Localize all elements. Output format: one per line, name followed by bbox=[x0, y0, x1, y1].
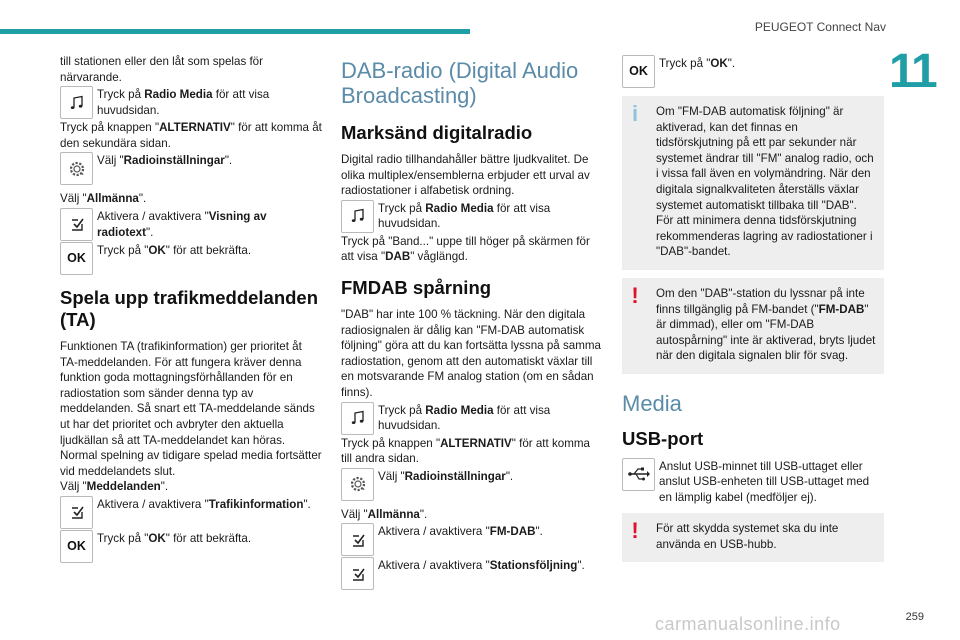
ok-label: OK bbox=[67, 250, 86, 265]
note-text bbox=[626, 282, 876, 364]
ok-icon bbox=[60, 242, 93, 275]
ok-label: OK bbox=[67, 538, 86, 553]
paragraph bbox=[341, 507, 603, 523]
chapter-number: 11 bbox=[889, 45, 936, 98]
paragraph: till stationen eller den låt som spelas för närvarande. bbox=[60, 55, 263, 84]
header-title: PEUGEOT Connect Nav bbox=[754, 20, 886, 34]
column-1 bbox=[60, 54, 322, 564]
step-bold: Radio Media bbox=[425, 201, 494, 215]
step-text: Aktivera / avaktivera " bbox=[378, 559, 490, 573]
step-radio-settings bbox=[60, 152, 322, 185]
section-heading: Spela upp trafikmeddelanden (TA) bbox=[60, 286, 319, 330]
step-text: ". bbox=[727, 57, 736, 70]
column-2 bbox=[341, 54, 603, 591]
text: ". bbox=[138, 192, 147, 206]
step-text: Tryck på " bbox=[659, 57, 711, 70]
step-text: " för att bekräfta. bbox=[165, 243, 252, 257]
step-radio-media bbox=[341, 402, 603, 435]
step-bold: OK bbox=[710, 57, 728, 70]
paragraph bbox=[341, 436, 603, 467]
step-text: Tryck på " bbox=[97, 531, 149, 545]
text: Välj " bbox=[60, 480, 87, 494]
usb-icon bbox=[622, 458, 655, 491]
column-3 bbox=[622, 54, 884, 570]
step-bold: Radio Media bbox=[425, 403, 494, 417]
step-text: för att visa huvudsidan. bbox=[378, 403, 551, 433]
paragraph bbox=[60, 120, 322, 151]
info-icon: i bbox=[631, 101, 639, 126]
warning-note bbox=[622, 278, 884, 374]
text: Tryck på "Band..." uppe till höger på skärmen för att visa " bbox=[341, 234, 590, 264]
step-text: Tryck på bbox=[97, 88, 145, 102]
step-text: ". bbox=[505, 469, 514, 483]
paragraph: "DAB" har inte 100 % täckning. När den digitala radiosignalen är dålig kan "FM-DAB automatisk följning" göra att du kan fortsätta lyssna på samma radiostation, genom att den automatiskt växlar till en motsvarande FM analog station (om en sådan finns). bbox=[341, 307, 601, 399]
text: " våglängd. bbox=[410, 250, 468, 264]
bold-text: DAB bbox=[385, 250, 411, 264]
bold-text: Meddelanden bbox=[86, 480, 161, 494]
info-note bbox=[622, 96, 884, 270]
paragraph: Digital radio tillhandahåller bättre ljudkvalitet. De olika multiplex/ensemblerna erbjuder ett urval av radiostationer i alfabetisk ordning. bbox=[341, 153, 590, 198]
step-radio-media bbox=[60, 86, 322, 119]
section-heading: FMDAB spårning bbox=[341, 276, 492, 298]
settings-gear-icon bbox=[60, 152, 93, 185]
text: ". bbox=[419, 507, 428, 521]
step-radio-settings bbox=[341, 468, 603, 501]
ok-icon bbox=[60, 530, 93, 563]
step-bold: Trafikinformation bbox=[208, 497, 304, 511]
step-radio-media bbox=[341, 200, 603, 233]
step-text: Tryck på bbox=[378, 403, 426, 417]
step-ok bbox=[622, 55, 884, 88]
step-bold: OK bbox=[148, 531, 166, 545]
music-note-icon bbox=[60, 86, 93, 119]
warning-note bbox=[622, 513, 884, 562]
section-heading: USB-port bbox=[622, 427, 704, 449]
text: Välj " bbox=[60, 192, 87, 206]
watermark: carmanualsonline.info bbox=[655, 614, 841, 634]
step-text: Anslut USB-minnet till USB-uttaget eller anslut USB-enheten till USB-uttaget med en lämplig kabel (medföljer ej). bbox=[659, 459, 870, 504]
checkbox-icon bbox=[341, 523, 374, 556]
step-usb bbox=[622, 458, 884, 506]
paragraph: Funktionen TA (trafikinformation) ger prioritet åt TA-meddelanden. För att fungera kräver denna funktion goda mottagningsförhållanden för en radiostation som sänder denna typ av meddelanden. Så snart ett TA-meddelande sänds ut har det prioritet och avbryter den aktuella ljudkällan så att TA-meddelandet kan höras. Normal spelning av tidigare spelad media fortsätter vid meddelandets slut. bbox=[60, 339, 322, 478]
music-note-icon bbox=[341, 402, 374, 435]
text: Välj " bbox=[341, 507, 368, 521]
step-fm-dab bbox=[341, 523, 603, 556]
step-bold: Radioinställningar bbox=[123, 154, 225, 168]
bold-text: FM-DAB bbox=[818, 302, 865, 316]
warning-icon: ! bbox=[631, 282, 639, 308]
note-text: Om "FM-DAB automatisk följning" är aktiverad, kan det finnas en tidsförskjutning på ett par sekunder när systemet ändrar till "FM" analog radio, och i vissa fall även en volymändring. När den digitala signalkvaliteten återställs växlar systemet automatiskt tillbaka till "DAB". För att minimera denna tidsförskjutning rekommenderas lagring av radiostationer i "DAB"-bandet. bbox=[656, 105, 874, 259]
paragraph bbox=[60, 191, 322, 207]
step-traffic-info bbox=[60, 496, 322, 529]
text: Om den "DAB"-station du lyssnar på inte finns tillgänglig på FM-bandet (" bbox=[656, 286, 865, 316]
step-radiotext bbox=[60, 208, 322, 241]
page-number: 259 bbox=[905, 611, 924, 623]
step-bold: Stationsföljning bbox=[489, 559, 578, 573]
bold-text: Allmänna bbox=[367, 507, 420, 521]
music-note-icon bbox=[341, 200, 374, 233]
text: " är dimmad), eller om "FM-DAB autospårning" inte är aktiverad, bryts ljudet när den digitala signalen blir för svag. bbox=[656, 302, 876, 363]
bold-text: ALTERNATIV bbox=[159, 121, 231, 135]
step-text: för att visa huvudsidan. bbox=[378, 201, 551, 231]
step-text: Välj " bbox=[97, 154, 124, 168]
step-text: Aktivera / avaktivera " bbox=[97, 209, 209, 223]
text: Tryck på knappen " bbox=[60, 121, 160, 135]
section-title: DAB-radio (Digital Audio Broadcasting) bbox=[341, 58, 579, 108]
step-bold: Radio Media bbox=[144, 88, 213, 102]
section-title-media: Media bbox=[622, 390, 682, 416]
note-text: För att skydda systemet ska du inte använda en USB-hubb. bbox=[656, 522, 839, 551]
step-bold: FM-DAB bbox=[489, 525, 536, 539]
step-text: ". bbox=[535, 525, 543, 539]
step-text: ". bbox=[145, 225, 154, 239]
text: " för att komma till andra sidan. bbox=[341, 436, 590, 466]
step-text: Välj " bbox=[378, 469, 405, 483]
step-text: för att visa huvudsidan. bbox=[97, 88, 270, 117]
text: Tryck på knappen " bbox=[341, 436, 441, 450]
step-text: Tryck på bbox=[378, 201, 426, 215]
text: " för att komma åt den sekundära sidan. bbox=[60, 121, 322, 150]
step-ok bbox=[60, 530, 322, 563]
step-text: Aktivera / avaktivera " bbox=[378, 525, 490, 539]
ok-icon bbox=[622, 55, 655, 88]
step-text: Aktivera / avaktivera " bbox=[97, 497, 209, 511]
step-ok bbox=[60, 242, 322, 275]
paragraph bbox=[341, 234, 603, 265]
paragraph bbox=[60, 479, 322, 495]
checkbox-icon bbox=[60, 208, 93, 241]
step-text: ". bbox=[303, 497, 311, 511]
step-bold: Visning av radiotext bbox=[97, 209, 267, 239]
step-text: " för att bekräfta. bbox=[165, 531, 252, 545]
step-text: Tryck på " bbox=[97, 243, 149, 257]
settings-gear-icon bbox=[341, 468, 374, 501]
step-text: ". bbox=[224, 154, 233, 168]
step-station-following bbox=[341, 557, 603, 590]
ok-label: OK bbox=[629, 63, 648, 78]
section-heading: Marksänd digitalradio bbox=[341, 122, 533, 143]
bold-text: ALTERNATIV bbox=[440, 436, 512, 450]
checkbox-icon bbox=[60, 496, 93, 529]
header-accent-bar bbox=[0, 29, 470, 34]
checkbox-icon bbox=[341, 557, 374, 590]
step-text: ". bbox=[577, 559, 585, 573]
warning-icon: ! bbox=[631, 518, 639, 544]
bold-text: Allmänna bbox=[86, 192, 139, 206]
text: ". bbox=[160, 480, 169, 494]
step-bold: OK bbox=[148, 243, 166, 257]
step-bold: Radioinställningar bbox=[404, 469, 506, 483]
